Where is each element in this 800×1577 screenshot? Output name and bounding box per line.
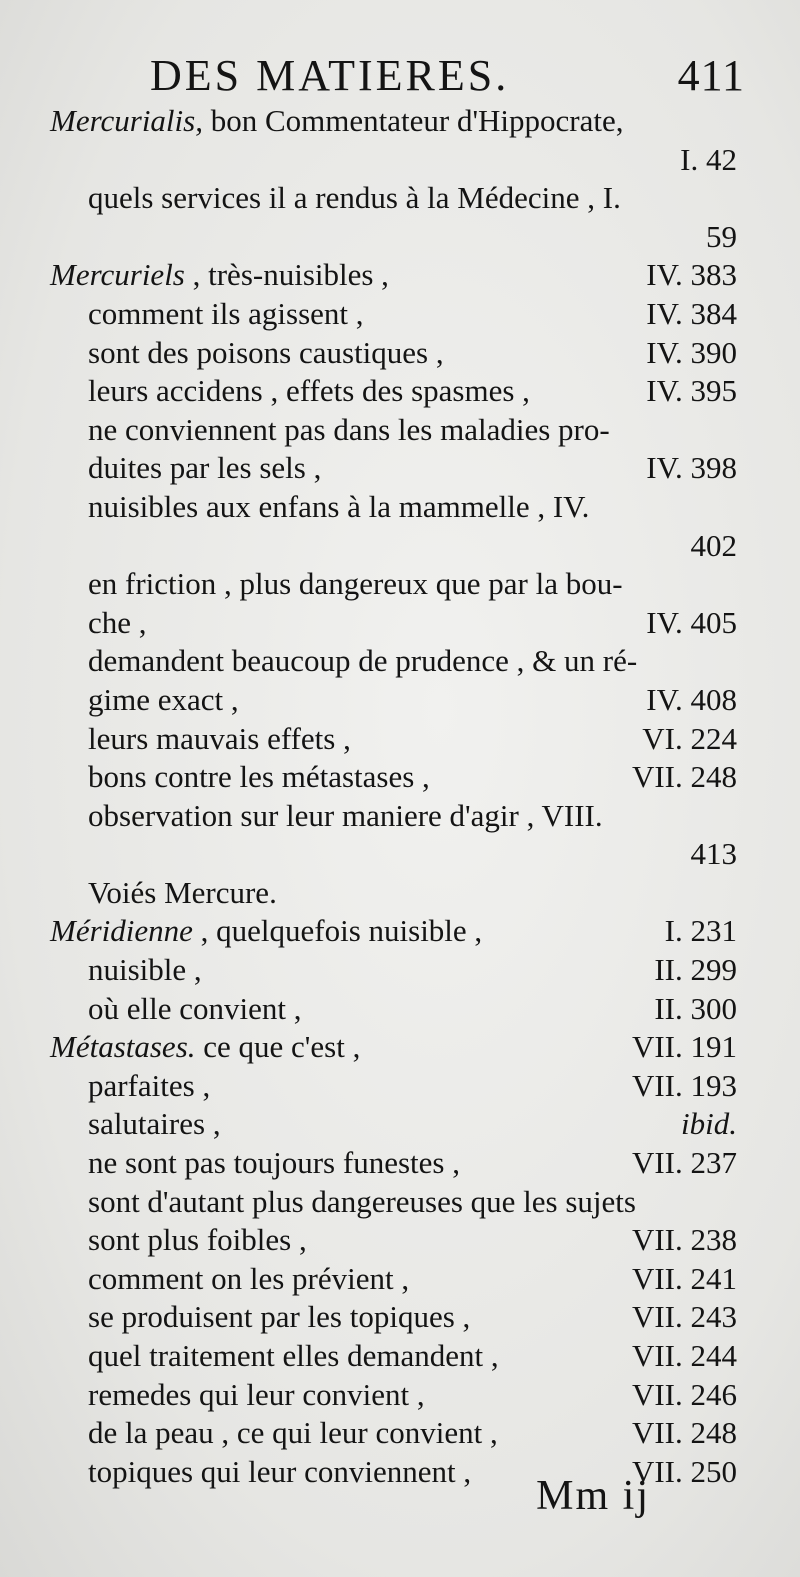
entry-text [88, 604, 147, 643]
entry-text [88, 488, 589, 527]
entry-body: leurs accidens , effets des spasmes , [88, 373, 530, 409]
index-row [0, 1337, 800, 1376]
entry-headword: Méridienne [50, 913, 193, 949]
entry-text [88, 1260, 409, 1299]
entry-text [88, 565, 623, 604]
volume-page-reference: VII. 248 [631, 1415, 737, 1451]
entry-body: se produisent par les topiques , [88, 1299, 471, 1335]
entry-text [88, 1298, 470, 1337]
index-row [0, 102, 800, 141]
volume-page-reference: I. 42 [680, 141, 737, 177]
index-row [0, 1144, 800, 1183]
index-row [0, 411, 800, 450]
volume-page-reference: 413 [690, 836, 737, 872]
entry-body: bon Commentateur d'Hippocrate, [202, 103, 624, 138]
entry-body: comment ils agissent , [88, 295, 364, 331]
index-row [0, 488, 800, 527]
index-row [0, 951, 800, 990]
volume-page-reference: IV. 398 [646, 450, 737, 486]
entry-body: bons contre les métastases , [88, 759, 430, 795]
entry-text [88, 990, 302, 1029]
index-row [0, 372, 800, 411]
entry-body: duites par les sels , [88, 450, 322, 486]
index-row [0, 797, 800, 836]
entry-body: ce que c'est , [195, 1029, 361, 1065]
entry-text [88, 758, 430, 797]
entry-body: observation sur leur maniere d'agir , VIII. [88, 797, 603, 833]
entry-text [50, 912, 482, 951]
index-row [0, 295, 800, 334]
volume-page-reference: VII. 241 [631, 1260, 737, 1296]
index-row [0, 527, 800, 566]
index-row [0, 758, 800, 797]
index-entries [0, 102, 800, 1491]
entry-body: gime exact , [88, 681, 239, 717]
entry-body: quel traitement elles demandent , [88, 1338, 499, 1373]
entry-text [88, 334, 444, 373]
entry-body: Voiés Mercure. [88, 874, 277, 910]
index-row [0, 912, 800, 951]
entry-text [88, 179, 621, 218]
entry-body: leurs mauvais effets , [88, 720, 351, 756]
entry-headword: Mercurialis, [50, 103, 203, 138]
entry-text [88, 797, 603, 836]
volume-page-reference: VII. 191 [631, 1029, 737, 1065]
entry-body: , quelquefois nuisible , [192, 913, 483, 949]
catchword: Mm ij [536, 1473, 650, 1519]
index-row [0, 449, 800, 488]
volume-page-reference: VII. 243 [631, 1299, 737, 1335]
entry-body: demandent beaucoup de prudence , & un ré- [88, 643, 638, 679]
entry-text [50, 102, 624, 141]
volume-page-reference: 59 [706, 218, 737, 254]
index-row [0, 1260, 800, 1299]
entry-body: sont d'autant plus dangereuses que les sujets [88, 1183, 636, 1219]
volume-page-reference: IV. 395 [646, 373, 737, 409]
volume-page-reference: VII. 250 [631, 1453, 737, 1489]
volume-page-reference: IV. 405 [646, 604, 737, 640]
index-row [0, 1067, 800, 1106]
volume-page-reference: IV. 383 [646, 257, 737, 293]
volume-page-reference: VII. 237 [631, 1145, 737, 1181]
entry-body: nuisibles aux enfans à la mammelle , IV. [88, 488, 590, 524]
index-row [0, 1298, 800, 1337]
index-row [0, 334, 800, 373]
entry-text [88, 372, 530, 411]
entry-text [88, 1144, 460, 1183]
index-row [0, 642, 800, 681]
volume-page-reference: II. 299 [654, 952, 737, 988]
header-title: DES MATIERES. [150, 51, 510, 100]
entry-text [88, 1376, 425, 1415]
volume-page-reference: IV. 384 [646, 295, 737, 331]
entry-body: sont des poisons caustiques , [88, 334, 444, 370]
index-row [0, 1376, 800, 1415]
entry-text [88, 720, 351, 759]
entry-text [88, 411, 610, 450]
entry-text [88, 1067, 210, 1106]
entry-text [50, 1028, 360, 1067]
entry-body: topiques qui leur conviennent , [88, 1453, 472, 1489]
entry-body: nuisible , [88, 952, 202, 988]
volume-page-reference: ibid. [681, 1106, 737, 1142]
index-row [0, 681, 800, 720]
entry-text [88, 1183, 636, 1222]
index-row [0, 835, 800, 874]
volume-page-reference: VII. 238 [631, 1222, 737, 1258]
volume-page-reference: I. 231 [664, 913, 737, 949]
index-row [0, 1028, 800, 1067]
index-row [0, 1105, 800, 1144]
entry-body: che , [88, 604, 147, 640]
index-row [0, 720, 800, 759]
entry-text [50, 256, 389, 295]
volume-page-reference: IV. 408 [646, 681, 737, 717]
index-row [0, 256, 800, 295]
index-row [0, 218, 800, 257]
page-number: 411 [677, 51, 745, 100]
entry-text [88, 874, 277, 913]
index-row [0, 1414, 800, 1453]
entry-text [88, 1337, 499, 1376]
index-row [0, 141, 800, 180]
entry-body: où elle convient , [88, 990, 302, 1026]
volume-page-reference: 402 [690, 527, 737, 563]
index-row [0, 1453, 800, 1492]
entry-body: parfaites , [88, 1067, 211, 1103]
index-row [0, 1183, 800, 1222]
entry-body: , très-nuisibles , [184, 257, 389, 293]
index-row [0, 565, 800, 604]
volume-page-reference: VII. 248 [631, 759, 737, 795]
entry-text [88, 951, 202, 990]
entry-text [88, 1414, 498, 1453]
volume-page-reference: IV. 390 [646, 334, 737, 370]
volume-page-reference: VI. 224 [642, 720, 737, 756]
entry-body: comment on les prévient , [88, 1260, 410, 1296]
volume-page-reference: VII. 246 [631, 1376, 737, 1412]
index-row [0, 1221, 800, 1260]
entry-headword: Mercuriels [50, 257, 185, 293]
entry-body: en friction , plus dangereux que par la bou- [88, 566, 623, 602]
volume-page-reference: II. 300 [654, 990, 737, 1026]
entry-body: ne sont pas toujours funestes , [88, 1145, 460, 1181]
volume-page-reference: VII. 244 [631, 1338, 737, 1373]
entry-text [88, 1221, 307, 1260]
entry-body: quels services il a rendus à la Médecine , I. [88, 180, 621, 216]
running-header [150, 48, 745, 104]
entry-headword: Métastases. [50, 1029, 196, 1065]
volume-page-reference: VII. 193 [631, 1067, 737, 1103]
entry-text [88, 642, 637, 681]
entry-text [88, 295, 364, 334]
entry-text [88, 1453, 471, 1492]
entry-body: remedes qui leur convient , [88, 1376, 425, 1412]
entry-body: de la peau , ce qui leur convient , [88, 1415, 498, 1451]
entry-body: ne conviennent pas dans les maladies pro- [88, 411, 610, 447]
entry-body: sont plus foibles , [88, 1222, 307, 1258]
entry-text [88, 681, 239, 720]
entry-text [88, 1105, 221, 1144]
index-row [0, 990, 800, 1029]
index-row [0, 604, 800, 643]
entry-body: salutaires , [88, 1106, 221, 1142]
entry-text [88, 449, 321, 488]
index-row [0, 874, 800, 913]
index-row [0, 179, 800, 218]
